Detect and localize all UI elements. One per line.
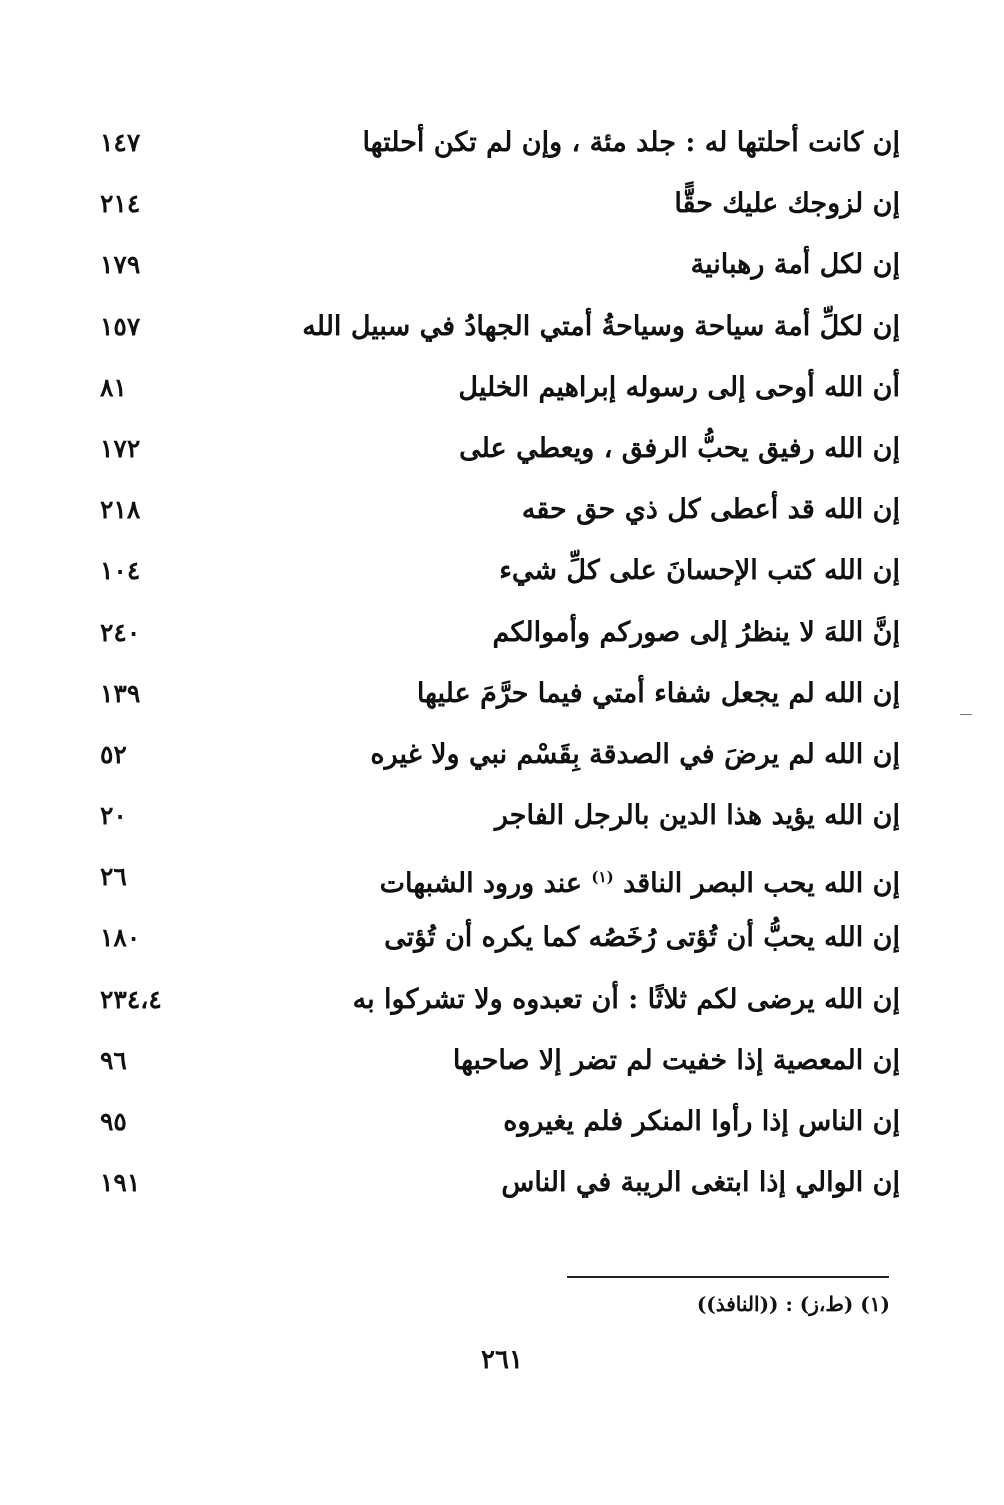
entry-text-with-footnote [380, 852, 900, 909]
entry-page-number: ١٧٩ [100, 250, 141, 280]
entry-page-number: ١٠٤ [100, 556, 141, 586]
entry-text: إن الله رفيق يحبُّ الرفق ، ويعطي على [459, 432, 900, 464]
index-entry [100, 669, 900, 730]
entry-text: إن لزوجك عليك حقًّا [674, 188, 900, 220]
index-entry [100, 240, 900, 301]
entry-page-number: ٢٠ [100, 801, 127, 831]
entry-text: إن الله لم يرضَ في الصدقة بِقَسْم نبي ولا غيره [370, 738, 900, 770]
entry-page-number: ١٣٩ [100, 678, 141, 708]
entry-page-number: ١٨٠ [100, 923, 141, 953]
entry-text: إنَّ اللهَ لا ينظرُ إلى صوركم وأموالكم [492, 616, 900, 648]
entry-page-number: ١٧٢ [100, 433, 141, 463]
entry-text: إن الله يرضى لكم ثلاثًا : أن تعبدوه ولا تشركوا به [352, 983, 900, 1015]
entry-page-number: ٨١ [100, 372, 127, 402]
entry-page-number: ٢٤٠ [100, 617, 141, 647]
entry-page-number: ٢٣٤،٤ [100, 984, 162, 1014]
entry-text-before-note: إن الله يحب البصر الناقد [623, 868, 900, 900]
entry-page-number: ٥٢ [100, 739, 127, 769]
index-entry [100, 363, 900, 424]
index-entry [100, 913, 900, 974]
index-entry [100, 546, 900, 607]
footnote-marker: (١) [591, 868, 614, 887]
entry-text-after-note: عند ورود الشبهات [379, 868, 582, 900]
entry-text: إن المعصية إذا خفيت لم تضر إلا صاحبها [452, 1044, 900, 1076]
index-entry [100, 424, 900, 485]
index-list [100, 118, 900, 1219]
entry-page-number: ٩٦ [100, 1045, 127, 1075]
entry-text: إن الناس إذا رأوا المنكر فلم يغيروه [503, 1106, 900, 1137]
entry-text: إن الله لم يجعل شفاء أمتي فيما حرَّمَ عليها [416, 677, 900, 709]
page-number: ٢٦١ [481, 1345, 523, 1375]
margin-mark [960, 714, 972, 715]
entry-text: إن الله قد أعطى كل ذي حق حقه [521, 494, 900, 526]
index-entry [100, 118, 900, 179]
index-entry [100, 852, 900, 913]
index-entry [100, 302, 900, 363]
footnote: (١) (ط،ز) : ((النافذ)) [696, 1292, 890, 1316]
entry-text: إن الله كتب الإحسانَ على كلِّ شيء [499, 555, 900, 587]
entry-page-number: ١٩١ [100, 1168, 141, 1198]
entry-page-number: ٢١٨ [100, 495, 141, 525]
index-entry [100, 1036, 900, 1097]
entry-page-number: ١٤٧ [100, 128, 141, 157]
entry-text: أن الله أوحى إلى رسوله إبراهيم الخليل [458, 371, 900, 403]
entry-page-number: ٢١٤ [100, 189, 141, 219]
footnote-divider [567, 1276, 889, 1278]
entry-text: إن لكلِّ أمة سياحة وسياحةُ أمتي الجهادُ في سبيل الله [302, 310, 900, 342]
index-entry [100, 179, 900, 240]
index-entry [100, 730, 900, 791]
entry-page-number: ٢٦ [100, 862, 127, 892]
index-entry [100, 791, 900, 852]
entry-page-number: ٩٥ [100, 1107, 127, 1136]
entry-text: إن كانت أحلتها له : جلد مئة ، وإن لم تكن أحلتها [362, 127, 900, 158]
entry-page-number: ١٥٧ [100, 311, 141, 341]
index-entry [100, 485, 900, 546]
entry-text: إن لكل أمة رهبانية [690, 249, 900, 281]
entry-text: إن الله يؤيد هذا الدين بالرجل الفاجر [494, 800, 900, 832]
entry-text: إن الوالي إذا ابتغى الريبة في الناس [501, 1167, 900, 1199]
index-entry [100, 1097, 900, 1158]
entry-text: إن الله يحبُّ أن تُؤتى رُخَصُه كما يكره أن تُؤتى [384, 922, 900, 954]
index-entry [100, 975, 900, 1036]
index-entry [100, 608, 900, 669]
index-entry [100, 1158, 900, 1219]
